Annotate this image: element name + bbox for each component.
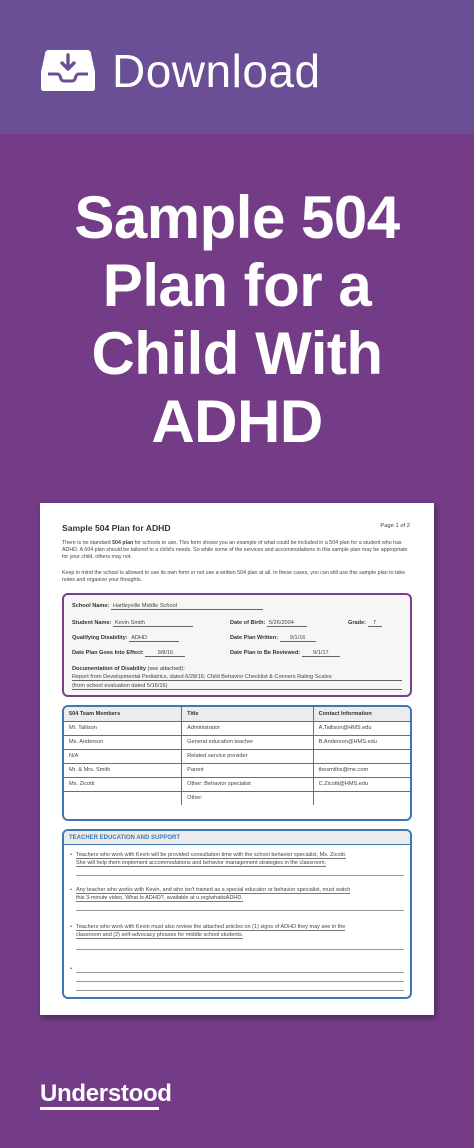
table-cell: Mr. & Mrs. Smith	[64, 763, 182, 777]
logo-underline	[40, 1107, 159, 1110]
list-item	[70, 851, 404, 867]
bullet-text: Any teacher who works with Kevin, and who isn't trained as a special educator or behavior specialist, must watch	[76, 887, 351, 893]
field-label: Grade:	[348, 620, 367, 626]
sample-document	[40, 503, 434, 1015]
table-cell: Ms. Anderson	[64, 735, 182, 749]
table-cell: Other: Behavior specialist	[182, 777, 313, 791]
field-label: Documentation of Disability	[72, 666, 146, 672]
field-label: Date Plan Goes Into Effect:	[72, 650, 144, 656]
table-cell: N/A	[64, 749, 182, 763]
intro-paragraph-2: Keep in mind the school is allowed to use its own form or not use a written 504 plan at all. In these cases, you can still use this sample plan to take notes and organize your thoughts.	[62, 570, 406, 583]
title-line: Child With	[91, 320, 383, 387]
field-note: (see attached):	[145, 666, 185, 672]
page-title	[0, 184, 474, 456]
title-line: Plan for a	[102, 252, 372, 319]
blank-line	[76, 990, 404, 991]
bullet-text: classroom and (2) self-advocacy phrases for middle school students.	[76, 932, 244, 938]
list-item	[70, 923, 404, 939]
field-value: Kevin Smith	[113, 620, 193, 627]
student-info-box	[62, 593, 412, 697]
field-label: Date of Birth:	[230, 620, 266, 626]
disability-field	[72, 635, 179, 642]
download-label[interactable]: Download	[112, 45, 321, 97]
field-label: School Name:	[72, 603, 110, 609]
intro-paragraph	[62, 540, 412, 561]
table-cell: Administrator	[182, 721, 313, 735]
download-tray-icon	[40, 48, 96, 92]
field-value: 7	[368, 620, 382, 627]
field-value: Hartleyville Middle School	[111, 603, 263, 610]
bullet-text: Teachers who work with Kevin must also review the attached articles on (1) signs of ADHD they may see in the	[76, 924, 346, 930]
field-value: 9/1/16	[280, 635, 316, 642]
documentation-field	[72, 666, 185, 672]
page-number: Page 1 of 2	[380, 523, 410, 529]
table-cell: A.Tallison@HMS.edu	[313, 721, 410, 735]
review-field	[230, 650, 340, 657]
documentation-line: (from school evaluation dated 5/16/16)	[72, 683, 402, 690]
table-header-row	[64, 707, 410, 721]
bullet-icon: •	[70, 924, 72, 930]
written-field	[230, 635, 316, 642]
bullet-text: Teachers who work with Kevin will be provided consultation time with the school behavior specialist, Ms. Zicotti.	[76, 852, 347, 858]
table-cell	[64, 791, 182, 805]
blank-line	[76, 981, 404, 982]
table-cell: General education teacher	[182, 735, 313, 749]
document-title: Sample 504 Plan for ADHD	[62, 523, 171, 533]
field-label: Student Name:	[72, 620, 112, 626]
intro-text: for schools to use. This form shows you an example of what could be included in a 504 plan for a student who has ADHD. A 504 plan should be tailored to a child's needs. So while some of the services and accommodations in this sample plan may be appropriate for your child, others may not.	[62, 540, 408, 560]
table-cell: C.Zicotti@HMS.edu	[313, 777, 410, 791]
bullet-text: this 3-minute video, What Is ADHD?, available at u.org/whatisADHD.	[76, 895, 243, 901]
table-cell: Mr. Tallison	[64, 721, 182, 735]
documentation-line: Report from Developmental Pediatrics, dated 6/28/16; Child Behavior Checklist & Conners Rating Scales	[72, 674, 402, 681]
table-row	[64, 735, 410, 749]
column-header: Contact Information	[313, 707, 410, 721]
intro-bold: 504 plan	[112, 540, 134, 546]
understood-logo[interactable]: Understood	[40, 1080, 172, 1107]
table-row	[64, 721, 410, 735]
field-value: 9/8/16	[145, 650, 185, 657]
table-cell	[313, 749, 410, 763]
grade-field	[348, 620, 382, 627]
table-row	[64, 791, 410, 805]
field-value: ADHD	[129, 635, 179, 642]
table-cell: thesmiths@me.com	[313, 763, 410, 777]
effect-field	[72, 650, 185, 657]
field-label: Date Plan Written:	[230, 635, 279, 641]
blank-line	[76, 972, 404, 973]
table-row	[64, 763, 410, 777]
column-header: Title	[182, 707, 313, 721]
table-cell: Related service provider	[182, 749, 313, 763]
section-heading: TEACHER EDUCATION AND SUPPORT	[64, 831, 410, 845]
list-item	[70, 886, 404, 902]
school-field	[72, 603, 263, 610]
field-value: 5/26/2004	[267, 620, 307, 627]
table-row	[64, 749, 410, 763]
student-field	[72, 620, 193, 627]
blank-line	[76, 949, 404, 950]
table-cell: Parent	[182, 763, 313, 777]
dob-field	[230, 620, 307, 627]
table-cell: Other:	[182, 791, 313, 805]
teacher-support-box	[62, 829, 412, 999]
field-label: Qualifying Disability:	[72, 635, 128, 641]
table-cell: Ms. Zicotti	[64, 777, 182, 791]
bullet-icon: •	[70, 887, 72, 893]
download-banner[interactable]	[0, 0, 474, 134]
bullet-text: She will help them implement accommodations and behavior management strategies in the classroom.	[76, 860, 327, 866]
bullet-icon: •	[70, 852, 72, 858]
blank-line	[76, 910, 404, 911]
blank-line	[76, 875, 404, 876]
team-table-box	[62, 705, 412, 821]
team-table	[64, 707, 410, 805]
bullet-icon: •	[70, 966, 72, 972]
intro-text: There is no standard	[62, 540, 113, 546]
title-line: Sample 504	[74, 184, 400, 251]
title-line: ADHD	[151, 388, 323, 455]
table-row	[64, 777, 410, 791]
table-cell: B.Anderson@HMS.edu	[313, 735, 410, 749]
table-cell	[313, 791, 410, 805]
field-label: Date Plan to Be Reviewed:	[230, 650, 301, 656]
column-header: 504 Team Members	[64, 707, 182, 721]
field-value: 9/1/17	[302, 650, 340, 657]
